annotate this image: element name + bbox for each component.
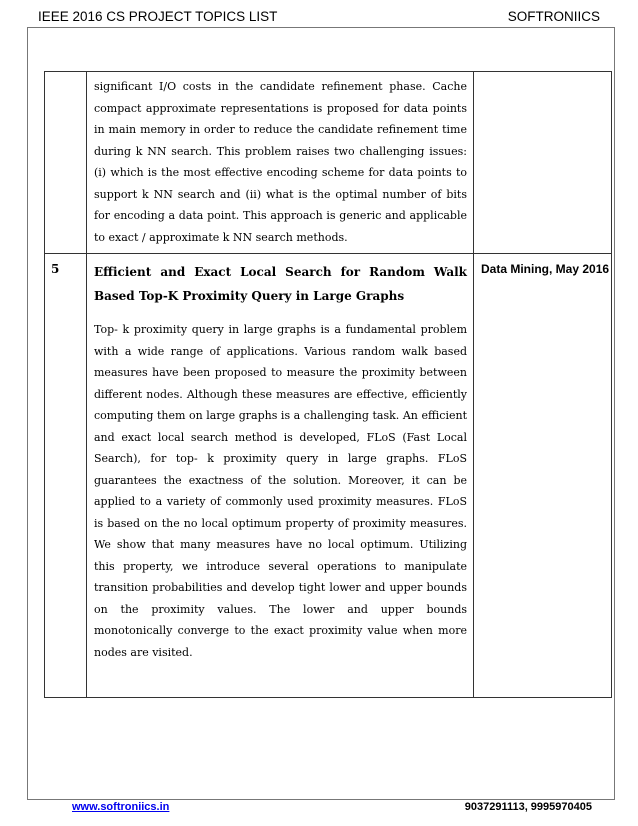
description-cell <box>87 254 474 697</box>
phone-numbers: 9037291113, 9995970405 <box>464 801 592 813</box>
domain-text <box>475 72 611 80</box>
row-number: 5 <box>51 262 60 276</box>
number-cell <box>45 254 87 697</box>
header-title: IEEE 2016 CS PROJECT TOPICS LIST <box>38 9 278 24</box>
abstract-text: significant I/O costs in the candidate refinement phase. Cache compact approximate representations is proposed for data points in main memory in order to reduce the candidate refinement time during k NN search. This problem raises two challenging issues: (i) which is the most effective encoding scheme for data points to support k NN search and (ii) what is the optimal number of bits for encoding a data point. This approach is generic and applicable to exact / approximate k NN search methods. <box>94 80 467 244</box>
page-header <box>38 9 600 27</box>
page-footer <box>38 801 600 817</box>
description-cell <box>87 72 474 253</box>
header-company: SOFTRONIICS <box>507 9 600 24</box>
table-row <box>44 71 612 254</box>
abstract-text: Top- k proximity query in large graphs is a fundamental problem with a wide range of applications. Various random walk based measures have been proposed to measure the proximity between different nodes. Although these measures are effective, efficiently computing them on large graphs is a challenging task. An efficient and exact local search method is developed, FLoS (Fast Local Search), for top- k proximity query in large graphs. FLoS guarantees the exactness of the solution. Moreover, it can be applied to a variety of commonly used proximity measures. FLoS is based on the no local optimum property of proximity measures. We show that many measures have no local optimum. Utilizing this property, we introduce several operations to manipulate transition probabilities and develop tight lower and upper bounds on the proximity values. The lower and upper bounds monotonically converge to the exact proximity value when more nodes are visited. <box>94 323 467 659</box>
table-row <box>44 254 612 698</box>
website-link[interactable]: www.softroniics.in <box>72 801 170 813</box>
domain-cell <box>475 72 611 253</box>
project-title: Efficient and Exact Local Search for Random Walk Based Top-K Proximity Query in Large Graphs <box>94 265 467 303</box>
domain-text: Data Mining, May 2016 <box>481 262 610 276</box>
row-number <box>45 72 86 80</box>
number-cell <box>45 72 87 253</box>
domain-cell <box>475 254 611 697</box>
